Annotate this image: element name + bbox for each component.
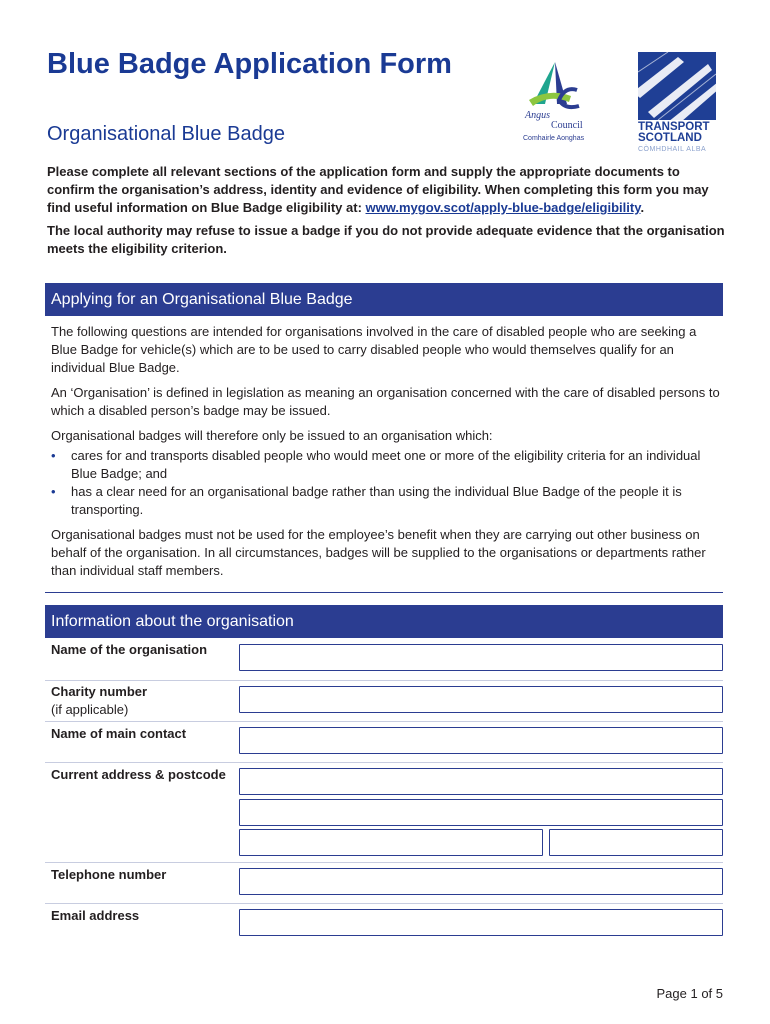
transport-scotland-logo — [638, 52, 718, 152]
eligibility-list — [51, 447, 721, 519]
main-contact-field[interactable] — [239, 727, 723, 754]
divider — [45, 903, 723, 904]
address-label: Current address & postcode — [51, 767, 226, 782]
transport-scotland-mark-icon — [638, 52, 716, 120]
address-line3-field[interactable] — [239, 829, 543, 856]
angus-council-logo — [519, 60, 603, 146]
charity-number-note: (if applicable) — [51, 702, 129, 717]
section-heading-organisation: Information about the organisation — [45, 605, 723, 638]
divider — [45, 862, 723, 863]
list-item: • has a clear need for an organisational badge rather than using the individual Blue Badge of the people it is transporting. — [51, 484, 682, 517]
address-line2-field[interactable] — [239, 799, 723, 826]
divider — [45, 592, 723, 593]
transport-scotland-gaelic: CÒMHDHAIL ALBA — [638, 146, 707, 153]
applying-para-4: Organisational badges must not be used for the employee’s benefit when they are carrying out other business on behalf of the organisation. In all circumstances, badges will be supplied to the organisations or departments rather than individual staff members. — [51, 527, 706, 578]
telephone-field[interactable] — [239, 868, 723, 895]
address-line1-field[interactable] — [239, 768, 723, 795]
intro-para-1: Please complete all relevant sections of the application form and supply the appropriate documents to confirm the organisation’s address, identity and evidence of eligibility. When completing this form you may find useful information on Blue Badge eligibility at: www.mygov.scot/apply-blue-badge/eligibility. — [47, 164, 709, 215]
intro-text — [47, 163, 727, 258]
email-field[interactable] — [239, 909, 723, 936]
transport-scotland-line1: TRANSPORT — [638, 121, 710, 133]
org-name-field[interactable] — [239, 644, 723, 671]
bullet-icon: • — [51, 484, 56, 499]
page-subtitle: Organisational Blue Badge — [47, 123, 285, 145]
page-number: Page 1 of 5 — [656, 986, 723, 1001]
section-applying-body — [51, 323, 721, 587]
transport-scotland-line2: SCOTLAND — [638, 132, 702, 144]
applying-para-3: Organisational badges will therefore only be issued to an organisation which: — [51, 428, 493, 443]
divider — [45, 762, 723, 763]
angus-logo-gaelic: Comhairle Aonghas — [523, 135, 585, 142]
eligibility-link[interactable]: www.mygov.scot/apply-blue-badge/eligibility — [365, 200, 641, 215]
applying-para-2: An ‘Organisation’ is defined in legislation as meaning an organisation concerned with the care of disabled persons to which a disabled person’s badge may be issued. — [51, 385, 720, 418]
postcode-field[interactable] — [549, 829, 723, 856]
angus-logo-line2: Council — [551, 120, 583, 131]
applying-para-1: The following questions are intended for organisations involved in the care of disabled people who are seeking a Blue Badge for vehicle(s) which are to be used to carry disabled people who would themselves qualify for an individual Blue Badge. — [51, 324, 697, 375]
charity-number-field[interactable] — [239, 686, 723, 713]
org-name-label: Name of the organisation — [51, 642, 208, 657]
list-item: • cares for and transports disabled people who would meet one or more of the eligibility criteria for an individual Blue Badge; and — [51, 448, 701, 481]
intro-para-2: The local authority may refuse to issue a badge if you do not provide adequate evidence that the organisation meets the eligibility criterion. — [47, 223, 725, 256]
divider — [45, 721, 723, 722]
angus-logo-line1: Angus — [525, 110, 550, 121]
charity-number-label: Charity number (if applicable) — [51, 683, 226, 719]
divider — [45, 680, 723, 681]
bullet-icon: • — [51, 448, 56, 463]
main-contact-label: Name of main contact — [51, 726, 187, 741]
section-heading-applying: Applying for an Organisational Blue Badge — [45, 283, 723, 316]
email-label: Email address — [51, 908, 140, 923]
telephone-label: Telephone number — [51, 867, 167, 882]
page-title: Blue Badge Application Form — [47, 48, 452, 80]
